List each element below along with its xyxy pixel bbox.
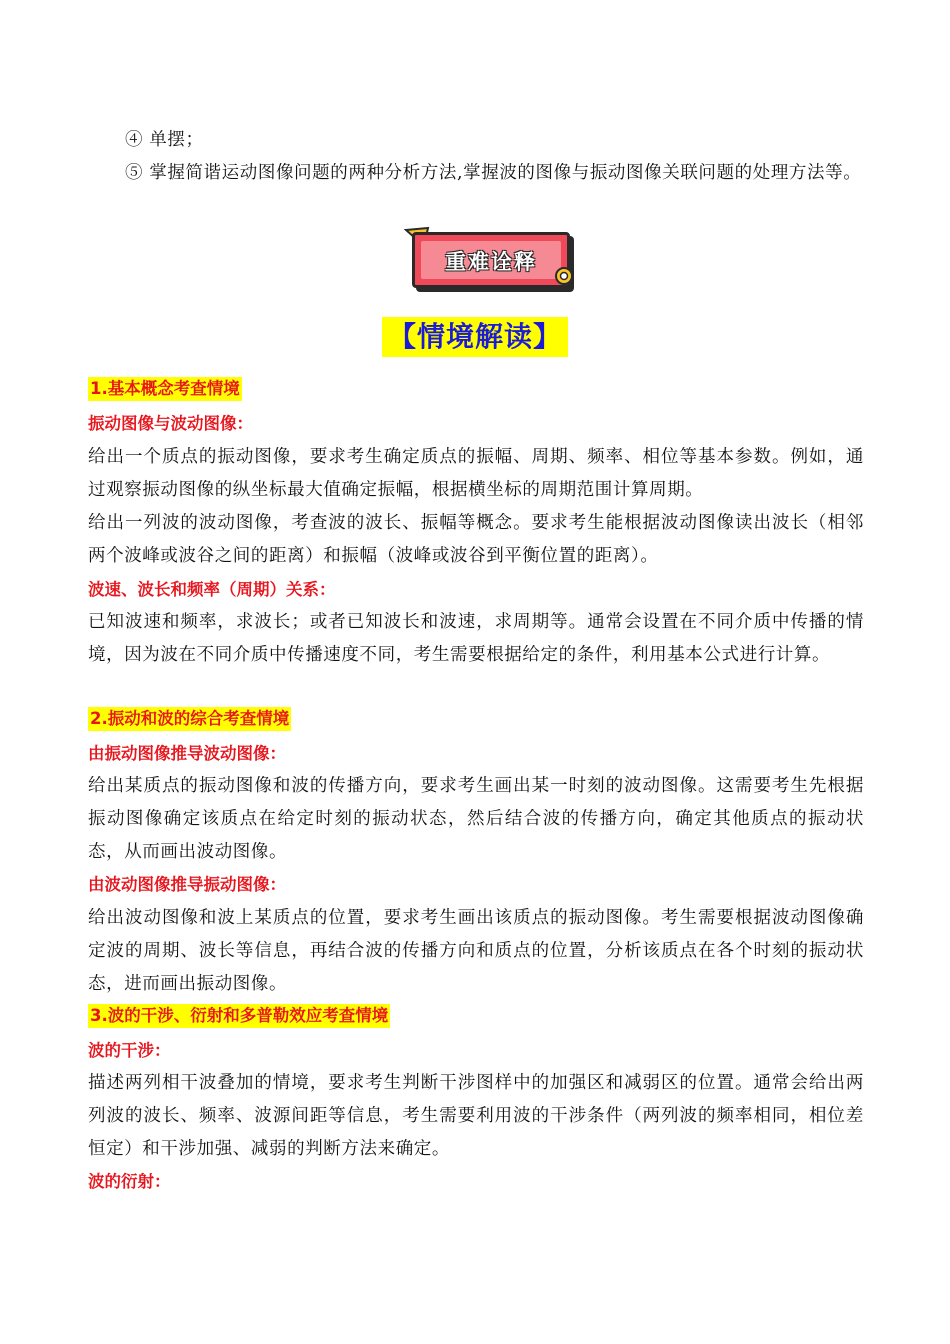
intro-item-4: ④ 单摆；: [125, 130, 204, 150]
section-1-sub-2-para-1: 已知波速和频率，求波长；或者已知波长和波速，求周期等。通常会设置在不同介质中传播的情境，因为波在不同介质中传播速度不同，考生需要根据给定的条件，利用基本公式进行计算。: [88, 612, 864, 665]
section-2-title: 2.振动和波的综合考查情境: [88, 707, 291, 731]
banner-label: 重难诠释: [445, 250, 537, 274]
section-1-title: 1.基本概念考查情境: [88, 377, 242, 401]
section-3-sub-1-heading: 波的干涉：: [88, 1041, 171, 1060]
section-title: [0, 317, 950, 357]
section-1-sub-1-heading: 振动图像与波动图像：: [88, 414, 253, 433]
section-2-sub-1-para-1: 给出某质点的振动图像和波的传播方向，要求考生画出某一时刻的波动图像。这需要考生先根据振动图像确定该质点在给定时刻的振动状态，然后结合波的传播方向，确定其他质点的振动状态，从而画出波动图像。: [88, 776, 864, 862]
section-2-sub-2-heading: 由波动图像推导振动图像：: [88, 875, 286, 894]
banner-box: [412, 232, 570, 288]
section-3-sub-1-para-1: 描述两列相干波叠加的情境，要求考生判断干涉图样中的加强区和减弱区的位置。通常会给出两列波的波长、频率、波源间距等信息，考生需要利用波的干涉条件（两列波的频率相同，相位差恒定）和干涉加强、减弱的判断方法来确定。: [88, 1073, 864, 1159]
section-title-label: 【情境解读】: [382, 317, 568, 357]
section-3-title: 3.波的干涉、衍射和多普勒效应考查情境: [88, 1004, 390, 1028]
section-1-sub-1-para-1: 给出一个质点的振动图像，要求考生确定质点的振幅、周期、频率、相位等基本参数。例如，通过观察振动图像的纵坐标最大值确定振幅，根据横坐标的周期范围计算周期。: [88, 447, 864, 500]
section-3-sub-2-heading: 波的衍射：: [88, 1172, 171, 1191]
section-2-sub-1-heading: 由振动图像推导波动图像：: [88, 744, 286, 763]
key-points-banner: [404, 226, 576, 290]
section-2-sub-2-para-1: 给出波动图像和波上某质点的位置，要求考生画出该质点的振动图像。考生需要根据波动图像确定波的周期、波长等信息，再结合波的传播方向和质点的位置，分析该质点在各个时刻的振动状态，进而画出振动图像。: [88, 908, 864, 994]
intro-item-5: ⑤ 掌握简谐运动图像问题的两种分析方法,掌握波的图像与振动图像关联问题的处理方法等。: [125, 163, 862, 183]
section-1-sub-2-heading: 波速、波长和频率（周期）关系：: [88, 580, 336, 599]
ring-icon: [552, 264, 576, 288]
section-1-sub-1-para-2: 给出一列波的波动图像，考查波的波长、振幅等概念。要求考生能根据波动图像读出波长（相邻两个波峰或波谷之间的距离）和振幅（波峰或波谷到平衡位置的距离）。: [88, 513, 864, 566]
